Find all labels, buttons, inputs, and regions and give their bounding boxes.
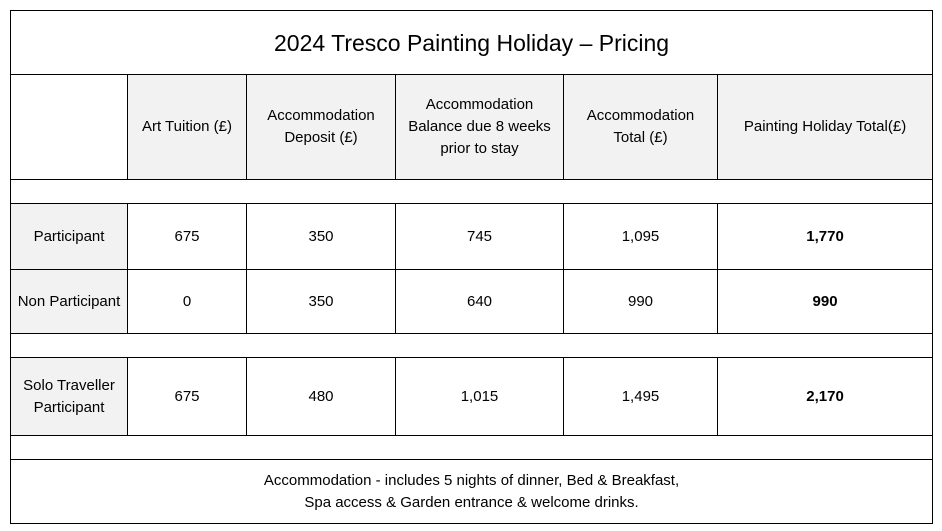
note-row — [11, 460, 933, 524]
header-blank-cell — [11, 75, 128, 180]
accommodation-total-cell: 1,495 — [564, 358, 718, 436]
table-row-non-participant — [11, 270, 933, 334]
holiday-total-cell: 2,170 — [718, 358, 933, 436]
header-accommodation-total: Accommodation Total (£) — [564, 75, 718, 180]
holiday-total-cell: 990 — [718, 270, 933, 334]
accommodation-note — [11, 460, 933, 524]
table-row-participant — [11, 204, 933, 270]
spacer-cell — [11, 334, 933, 358]
header-art-tuition: Art Tuition (£) — [128, 75, 247, 180]
table-title: 2024 Tresco Painting Holiday – Pricing — [11, 11, 933, 75]
title-row — [11, 11, 933, 75]
art-tuition-cell: 675 — [128, 204, 247, 270]
row-label: Solo Traveller Participant — [11, 358, 128, 436]
row-label: Non Participant — [11, 270, 128, 334]
balance-cell: 745 — [396, 204, 564, 270]
spacer-row — [11, 436, 933, 460]
note-line-1: Accommodation - includes 5 nights of dinner, Bed & Breakfast, — [263, 471, 680, 489]
header-accommodation-balance: Accommodation Balance due 8 weeks prior to stay — [396, 75, 564, 180]
row-label: Participant — [11, 204, 128, 270]
spacer-row — [11, 334, 933, 358]
holiday-total-cell: 1,770 — [718, 204, 933, 270]
accommodation-total-cell: 990 — [564, 270, 718, 334]
balance-cell: 640 — [396, 270, 564, 334]
accommodation-total-cell: 1,095 — [564, 204, 718, 270]
spacer-cell — [11, 180, 933, 204]
balance-cell: 1,015 — [396, 358, 564, 436]
pricing-table — [10, 10, 933, 524]
art-tuition-cell: 675 — [128, 358, 247, 436]
deposit-cell: 480 — [247, 358, 396, 436]
note-line-2: Spa access & Garden entrance & welcome drinks. — [304, 493, 639, 511]
deposit-cell: 350 — [247, 204, 396, 270]
header-row — [11, 75, 933, 180]
header-holiday-total: Painting Holiday Total(£) — [718, 75, 933, 180]
spacer-cell — [11, 436, 933, 460]
table-row-solo-traveller — [11, 358, 933, 436]
spacer-row — [11, 180, 933, 204]
art-tuition-cell: 0 — [128, 270, 247, 334]
header-accommodation-deposit: Accommodation Deposit (£) — [247, 75, 396, 180]
deposit-cell: 350 — [247, 270, 396, 334]
